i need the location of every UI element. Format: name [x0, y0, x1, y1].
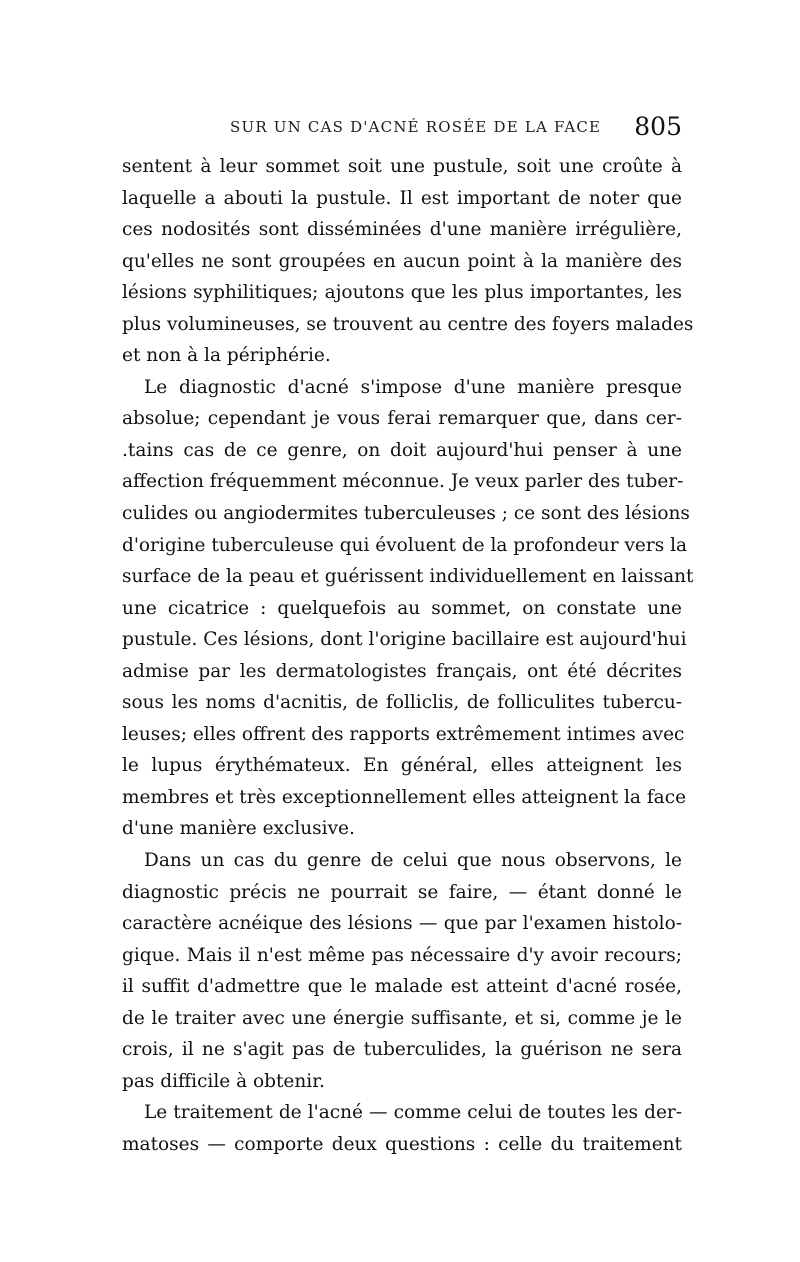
text-line: leuses; elles offrent des rapports extrêmement intimes avec [122, 723, 685, 745]
text-line: et non à la périphérie. [122, 345, 331, 367]
text-line: affection fréquemment méconnue. Je veux parler des tuber- [122, 471, 684, 493]
text-line: diagnostic précis ne pourrait se faire, — étant donné le [122, 881, 682, 903]
text-line: caractère acnéique des lésions — que par l'examen histolo- [122, 913, 682, 935]
text-line: de le traiter avec une énergie suffisante, et si, comme je le [122, 1007, 682, 1029]
text-line: pustule. Ces lésions, dont l'origine bacillaire est aujourd'hui [122, 629, 687, 651]
text-line: .tains cas de ce genre, on doit aujourd'hui penser à une [122, 439, 682, 461]
text-line: laquelle a abouti la pustule. Il est important de noter que [122, 187, 682, 209]
text-line: membres et très exceptionnellement elles atteignent la face [122, 786, 687, 808]
text-line: qu'elles ne sont groupées en aucun point à la manière des [122, 250, 682, 272]
text-line: une cicatrice : quelquefois au sommet, on constate une [122, 597, 682, 619]
text-line: plus volumineuses, se trouvent au centre des foyers malades [122, 313, 694, 335]
text-line: Dans un cas du genre de celui que nous observons, le [144, 850, 682, 872]
text-line: Le traitement de l'acné — comme celui de toutes les der- [144, 1102, 682, 1124]
text-line: matoses — comporte deux questions : celle du traitement [122, 1133, 682, 1155]
text-line: absolue; cependant je vous ferai remarquer que, dans cer- [122, 408, 682, 430]
text-line: pas difficile à obtenir. [122, 1070, 325, 1092]
text-line: culides ou angiodermites tuberculeuses ; ce sont des lésions [122, 503, 690, 525]
text-line: d'origine tuberculeuse qui évoluent de la profondeur vers la [122, 534, 688, 556]
text-line: lésions syphilitiques; ajoutons que les plus importantes, les [122, 282, 682, 304]
text-line: Le diagnostic d'acné s'impose d'une manière presque [144, 376, 682, 398]
text-line: d'une manière exclusive. [122, 818, 355, 840]
running-head [122, 112, 682, 142]
text-line: il suffit d'admettre que le malade est atteint d'acné rosée, [122, 976, 682, 998]
page-number: 805 [634, 112, 682, 141]
running-title: SUR UN CAS D'ACNÉ ROSÉE DE LA FACE [230, 118, 602, 136]
text-line: crois, il ne s'agit pas de tuberculides, la guérison ne sera [122, 1039, 682, 1061]
text-line: ces nodosités sont disséminées d'une manière irrégulière, [122, 219, 682, 241]
text-line: surface de la peau et guérissent individuellement en laissant [122, 566, 694, 588]
body-text [122, 151, 694, 1161]
text-line: le lupus érythémateux. En général, elles atteignent les [122, 755, 682, 777]
text-line: sentent à leur sommet soit une pustule, soit une croûte à [122, 156, 682, 177]
text-line: admise par les dermatologistes français, ont été décrites [122, 660, 682, 682]
text-line: gique. Mais il n'est même pas nécessaire d'y avoir recours; [122, 944, 682, 966]
text-line: sous les noms d'acnitis, de folliclis, de folliculites tubercu- [122, 692, 682, 714]
